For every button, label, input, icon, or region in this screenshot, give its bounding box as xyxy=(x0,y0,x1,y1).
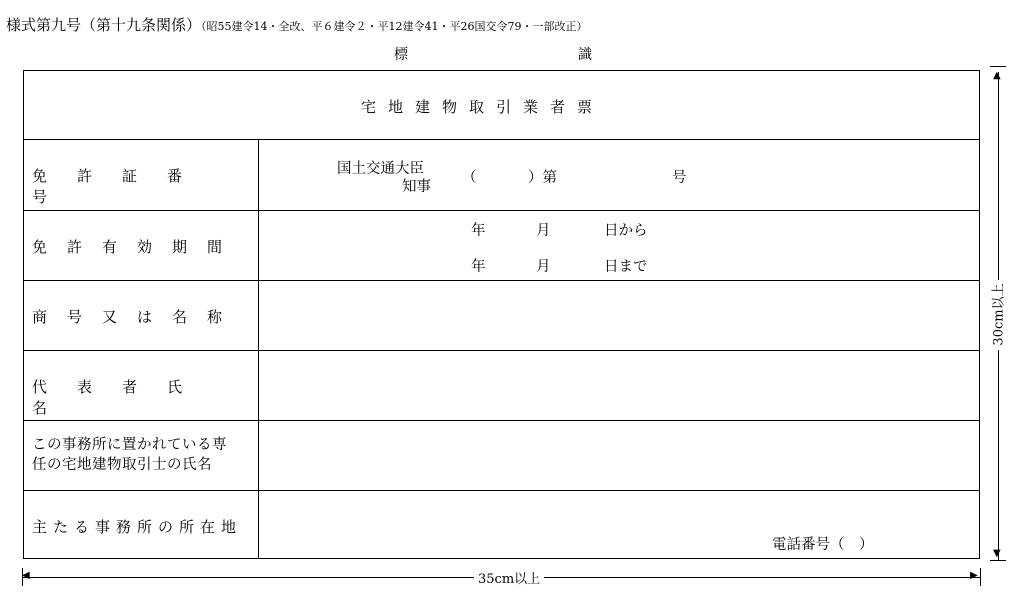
row-divider xyxy=(23,350,980,351)
period-from: 日から xyxy=(604,223,648,239)
number-prefix: ）第 xyxy=(528,170,557,186)
authority-governor: 知事 xyxy=(402,179,431,195)
label-main-office: 主たる事務所の所在地 xyxy=(32,518,243,536)
period-year-1: 年 xyxy=(471,223,486,239)
label-license-period: 免許有効期間 xyxy=(32,238,243,256)
label-representative: 代表者氏名 xyxy=(32,378,213,417)
row-divider xyxy=(23,139,980,140)
label-agent-line-2: 任の宅地建物取引士の氏名 xyxy=(32,457,212,473)
height-dimension-cap-bottom xyxy=(990,560,1006,561)
column-divider xyxy=(258,139,259,559)
width-arrow-right-icon: ▶ xyxy=(970,570,978,581)
period-month-1: 月 xyxy=(536,223,551,239)
paren-open: （ xyxy=(462,170,477,186)
row-divider xyxy=(23,280,980,281)
row-divider xyxy=(23,210,980,211)
row-divider xyxy=(23,490,980,491)
period-year-2: 年 xyxy=(471,259,486,275)
label-license-number: 免許証番号 xyxy=(32,167,213,206)
height-dimension-cap-top xyxy=(990,66,1006,67)
height-arrow-down-icon: ▼ xyxy=(993,548,1001,559)
height-dimension-label: 30cm以上 xyxy=(991,283,1007,346)
row-divider xyxy=(23,420,980,421)
authority-minister: 国土交通大臣 xyxy=(337,161,424,177)
period-until: 日まで xyxy=(604,259,648,275)
revision-note: （昭55建令14・全改、平６建令２・平12建令41・平26国交令79・一部改正） xyxy=(201,20,588,33)
width-arrow-left-icon: ◀ xyxy=(22,570,30,581)
width-dimension-cap-right xyxy=(980,568,981,586)
phone-number-label: 電話番号（ ） xyxy=(772,537,874,553)
table-title: 宅地建物取引業者票 xyxy=(361,98,605,116)
label-agent xyxy=(32,435,254,475)
period-month-2: 月 xyxy=(536,259,551,275)
heading-char-2: 識 xyxy=(578,47,592,63)
label-agent-line-1: この事務所に置かれている専 xyxy=(32,437,227,453)
number-suffix: 号 xyxy=(672,170,687,186)
form-title: 様式第九号（第十九条関係）（昭55建令14・全改、平６建令２・平12建令41・平26国交令79・一部改正） xyxy=(6,16,588,34)
heading-char-1: 標 xyxy=(394,47,408,63)
label-trade-name: 商号又は名称 xyxy=(32,308,243,326)
width-dimension-label: 35cm以上 xyxy=(474,568,544,587)
height-arrow-up-icon: ▲ xyxy=(993,70,1001,81)
